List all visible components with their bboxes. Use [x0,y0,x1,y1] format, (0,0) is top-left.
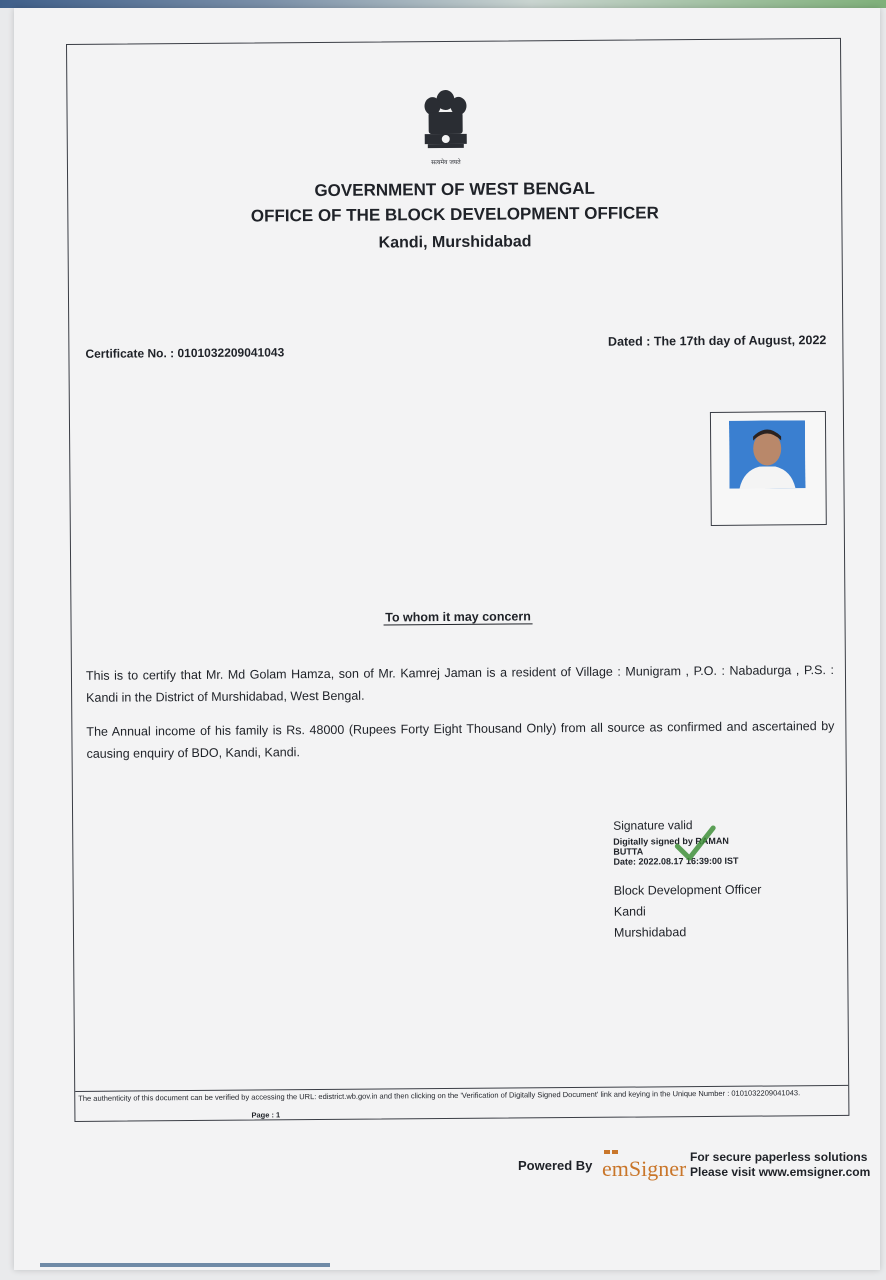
top-edge-strip [0,0,886,8]
signature-valid-label: Signature valid [613,818,693,833]
signed-date: Date: 2022.08.17 16:39:00 IST [613,855,739,867]
bottom-edge-strip [40,1263,330,1267]
signed-by-name: BUTTA [613,846,644,857]
subject-line [71,607,844,627]
tagline-line-1: For secure paperless solutions [690,1150,868,1164]
photo-frame [710,411,827,526]
tagline-line-2: Please visit www.emsigner.com [690,1165,871,1179]
certificate-date: Dated : The 17th day of August, 2022 [607,333,827,349]
powered-by-banner [518,1146,878,1190]
page-number: Page : 1 [251,1110,281,1120]
signatory-district: Murshidabad [613,925,687,940]
certificate-paragraph-1: This is to certify that Mr. Md Golam Hamza, son of Mr. Kamrej Jaman is a resident of Village : Munigram , P.O. : Nabadurga , P.S. : Kandi in the District of Murshidabad, West Bengal. [85,662,834,705]
office-title: OFFICE OF THE BLOCK DEVELOPMENT OFFICER [250,203,659,226]
verification-text: The authenticity of this document can be verified by accessing the URL: edistrict.wb.gov.in and then clicking on the 'Verification of Digitally Signed Document' link and keying in the Unique Number : 0101032209041043. [78,1088,801,1103]
signatory-block: Kandi [613,904,646,919]
checkmark-icon [673,824,717,864]
signatory-office [614,879,814,944]
digital-signature-block [613,817,814,944]
certificate-paragraph-2: The Annual income of his family is Rs. 48000 (Rupees Forty Eight Thousand Only) from all source as confirmed and ascertained by causing enquiry of BDO, Kandi, Kandi. [86,718,835,761]
emblem-motto: सत्यमेव जयते [431,158,461,167]
emsigner-logo-text: emSigner [602,1156,686,1181]
powered-tagline [690,1150,870,1180]
signatory-designation: Block Development Officer [613,882,762,898]
signed-by-line: Digitally signed by RAMAN [613,835,729,847]
certificate-number: Certificate No. : 0101032209041043 [85,345,285,361]
emsigner-logo [600,1146,686,1186]
verification-footer [75,1085,848,1122]
government-title: GOVERNMENT OF WEST BENGAL [314,178,595,201]
certificate-border [66,38,849,1122]
office-location: Kandi, Murshidabad [378,233,532,252]
certificate-page [14,8,880,1270]
applicant-photo [729,420,806,489]
powered-by-label: Powered By [518,1158,593,1173]
state-emblem-icon [415,86,476,172]
subject-text: To whom it may concern [383,609,533,625]
